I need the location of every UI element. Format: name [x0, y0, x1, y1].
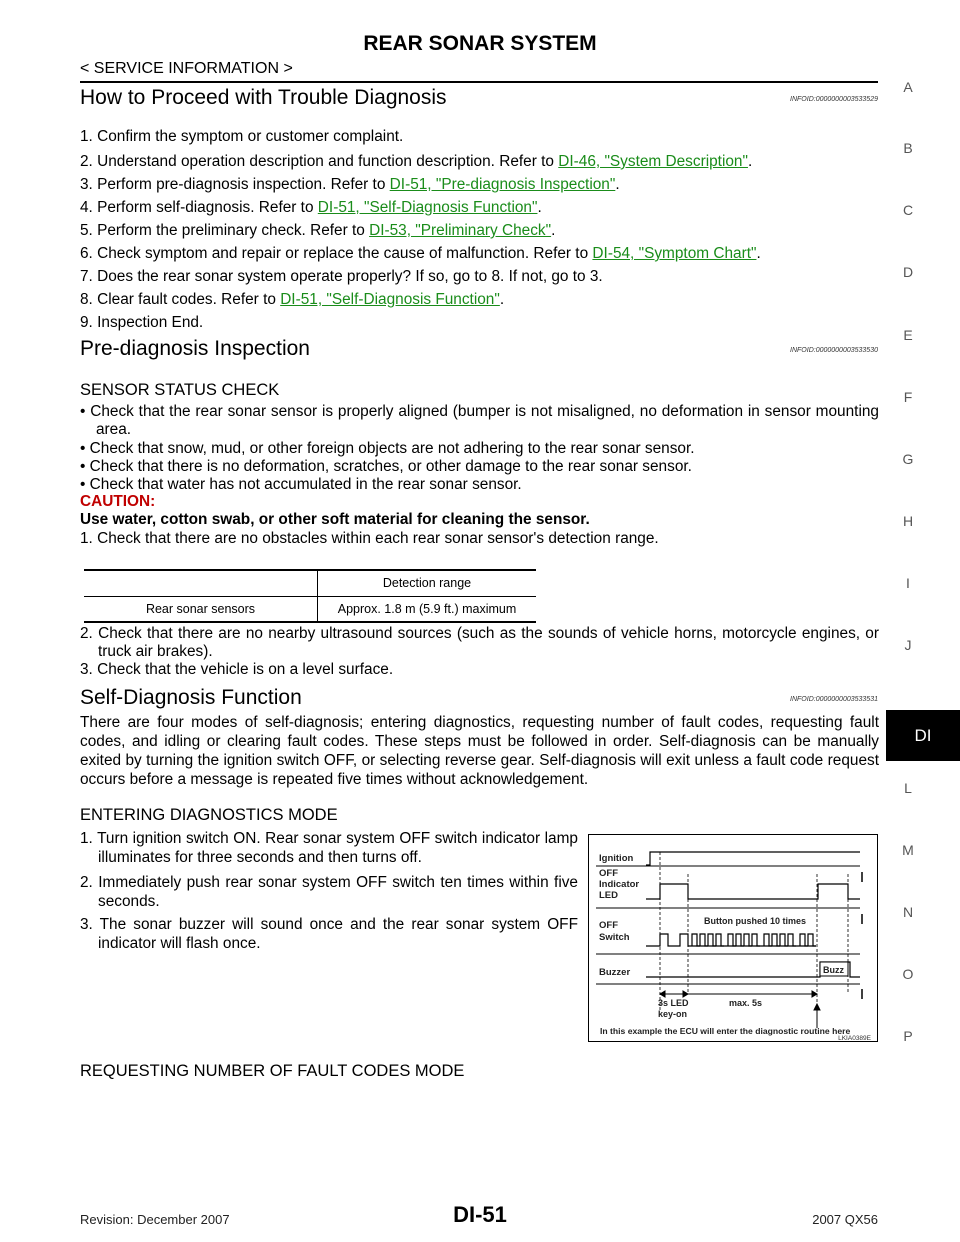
side-tab-c[interactable]: C [902, 202, 914, 218]
side-tab-p[interactable]: P [903, 1028, 913, 1044]
label-buzz: Buzz [823, 965, 844, 975]
cross-reference-link[interactable]: DI-54, "Symptom Chart" [592, 245, 757, 262]
table-cell-value: Approx. 1.8 m (5.9 ft.) maximum [337, 602, 517, 616]
side-tab-b[interactable]: B [903, 140, 913, 156]
side-tab-h[interactable]: H [902, 513, 914, 529]
cross-reference-link[interactable]: DI-51, "Self-Diagnosis Function" [317, 199, 538, 216]
step-text: 3. Perform pre-diagnosis inspection. Refer to [80, 176, 390, 193]
step-tail: . [615, 176, 620, 193]
label-max-5s: max. 5s [729, 998, 763, 1008]
step-text: 4. Perform self-diagnosis. Refer to [80, 199, 318, 216]
table-header-row [84, 569, 536, 596]
entering-step-1: 1. Turn ignition switch ON. Rear sonar system OFF switch indicator lamp illuminates for three seconds and then turns off. [80, 830, 578, 866]
step-text: 7. Does the rear sonar system operate properly? If so, go to 8. If not, go to 3. [80, 268, 603, 285]
section-title-prediag: Pre-diagnosis Inspection [80, 337, 310, 360]
page-header-subtitle: < SERVICE INFORMATION > [80, 60, 293, 77]
cross-reference-link[interactable]: DI-46, "System Description" [558, 153, 748, 170]
side-tab-g[interactable]: G [902, 451, 914, 467]
step-text: 2. Understand operation description and function description. Refer to [80, 153, 559, 170]
label-note: In this example the ECU will enter the diagnostic routine here [600, 1026, 851, 1036]
selfdiag-intro: There are four modes of self-diagnosis; entering diagnostics, requesting number of fault codes, requesting fault codes, and idling or clearing fault codes. These steps must be followed in order. Self-diagnosis can be manually exited by turning the ignition switch OFF, or selecting reverse gear. Self-diagnosis will exit unless a fault code request occurs before a message is repeated five times without acknowledgement. [80, 714, 879, 788]
figure-code: LKIA0389E [838, 1035, 871, 1042]
step-tail: . [756, 245, 761, 262]
step-text: 8. Clear fault codes. Refer to [80, 291, 281, 308]
proceed-step [80, 313, 203, 332]
cross-reference-link[interactable]: DI-53, "Preliminary Check" [369, 222, 552, 239]
bullet-item: • Check that there is no deformation, scratches, or other damage to the rear sonar sensor. [80, 458, 692, 475]
bullet-item: • Check that water has not accumulated in the rear sonar sensor. [80, 476, 522, 493]
label-3s-led: key-on [658, 1009, 688, 1019]
label-button-pushed: Button pushed 10 times [704, 916, 807, 926]
proceed-step [80, 175, 620, 194]
proceed-step [80, 198, 542, 217]
proceed-step [80, 290, 504, 309]
side-tab-a[interactable]: A [903, 79, 913, 95]
label-off-led: LED [599, 890, 618, 901]
infoid-prediag: INFOID:0000000003533530 [790, 347, 878, 354]
page-header-title: REAR SONAR SYSTEM [363, 32, 597, 55]
side-tab-i[interactable]: I [906, 575, 910, 591]
label-off-switch: OFF [599, 920, 618, 931]
cross-reference-link[interactable]: DI-51, "Self-Diagnosis Function" [280, 291, 500, 308]
step-text: 5. Perform the preliminary check. Refer to [80, 222, 370, 239]
prediag-step-3: 3. Check that the vehicle is on a level surface. [80, 661, 394, 678]
proceed-step [80, 267, 603, 286]
step-text: 9. Inspection End. [80, 314, 204, 331]
proceed-step [80, 127, 403, 146]
subhead-entering-diagnostics: ENTERING DIAGNOSTICS MODE [80, 806, 338, 824]
proceed-step [80, 244, 761, 263]
side-tab-j[interactable]: J [904, 637, 912, 653]
subhead-sensor-status: SENSOR STATUS CHECK [80, 381, 280, 399]
label-ignition: Ignition [599, 853, 634, 864]
label-buzzer: Buzzer [599, 967, 631, 978]
label-off-led: Indicator [599, 879, 640, 890]
label-3s-led: 3s LED [658, 998, 689, 1008]
infoid-proceed: INFOID:0000000003533529 [790, 96, 878, 103]
step-text: 1. Confirm the symptom or customer complaint. [80, 128, 404, 145]
side-tab-e[interactable]: E [903, 327, 913, 343]
bullet-item: • Check that the rear sonar sensor is properly aligned (bumper is not misaligned, no deformation in sensor mounting area. [80, 403, 879, 438]
side-tab-f[interactable]: F [903, 389, 913, 405]
step-tail: . [747, 153, 753, 170]
label-off-led: OFF [599, 868, 618, 879]
table-column-divider [317, 569, 318, 622]
side-tab-m[interactable]: M [902, 842, 914, 858]
prediag-step-1: 1. Check that there are no obstacles within each rear sonar sensor's detection range. [80, 530, 659, 547]
proceed-step [80, 221, 555, 240]
side-tab-l[interactable]: L [904, 780, 912, 796]
section-title-selfdiag: Self-Diagnosis Function [80, 686, 302, 709]
infoid-selfdiag: INFOID:0000000003533531 [790, 696, 878, 703]
table-cell-label: Rear sonar sensors [145, 602, 256, 616]
table-row [84, 596, 536, 623]
step-text: 6. Check symptom and repair or replace the cause of malfunction. Refer to [80, 245, 593, 262]
step-tail: . [537, 199, 542, 216]
side-tab-n[interactable]: N [902, 904, 914, 920]
entering-step-3: 3. The sonar buzzer will sound once and the rear sonar system OFF indicator will flash once. [80, 916, 578, 952]
prediag-step-2: 2. Check that there are no nearby ultrasound sources (such as the sounds of vehicle horns, motorcycle engines, or truck air brakes). [80, 625, 879, 660]
side-tab-o[interactable]: O [902, 966, 914, 982]
subhead-requesting-number: REQUESTING NUMBER OF FAULT CODES MODE [80, 1062, 465, 1080]
header-divider [80, 81, 878, 83]
side-tab-active-di: DI [886, 710, 960, 761]
entering-step-2: 2. Immediately push rear sonar system OFF switch ten times within five seconds. [80, 874, 578, 910]
bullet-item: • Check that snow, mud, or other foreign objects are not adhering to the rear sonar sensor. [80, 440, 695, 457]
step-tail: . [551, 222, 556, 239]
caution-text: Use water, cotton swab, or other soft material for cleaning the sensor. [80, 511, 590, 528]
side-tab-d[interactable]: D [902, 264, 914, 280]
footer-page-number: DI-51 [453, 1202, 507, 1227]
timing-diagram [588, 834, 878, 1042]
footer-revision: Revision: December 2007 [80, 1212, 230, 1227]
table-header-detection-range: Detection range [382, 576, 472, 590]
cross-reference-link[interactable]: DI-51, "Pre-diagnosis Inspection" [389, 176, 616, 193]
footer-model: 2007 QX56 [812, 1212, 878, 1227]
proceed-step [80, 152, 752, 171]
label-off-switch: Switch [599, 932, 630, 943]
section-title-proceed: How to Proceed with Trouble Diagnosis [80, 86, 447, 109]
step-tail: . [499, 291, 505, 308]
caution-label: CAUTION: [80, 493, 156, 510]
